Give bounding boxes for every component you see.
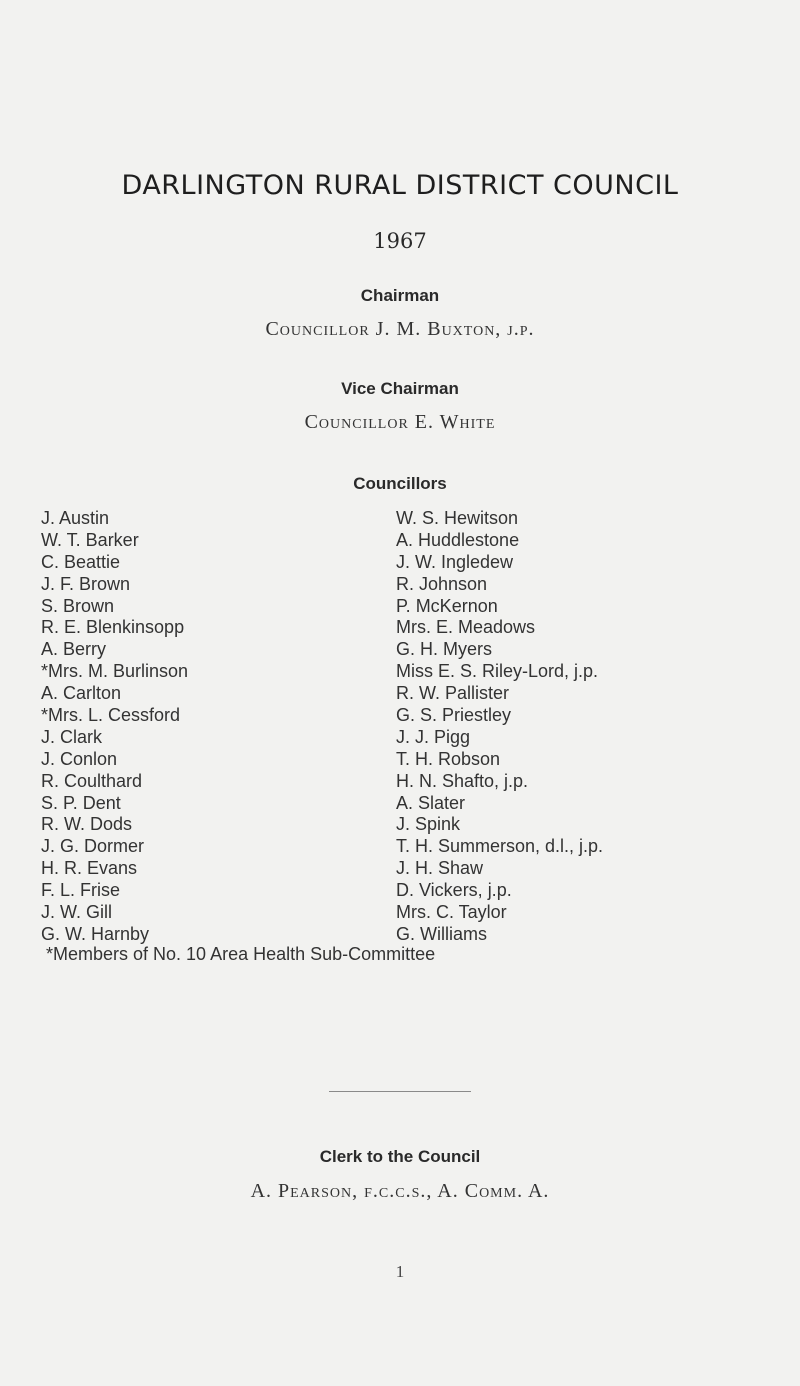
councillor-entry: C. Beattie <box>41 551 121 572</box>
page-number: 1 <box>395 1262 405 1281</box>
councillor-entry: Mrs. E. Meadows <box>396 617 536 638</box>
councillor-entry: D. Vickers, j.p. <box>396 880 512 901</box>
councillor-entry: Miss E. S. Riley-Lord, j.p. <box>396 661 599 682</box>
councillor-entry: J. Clark <box>41 726 103 747</box>
councillor-entry: S. P. Dent <box>41 792 121 813</box>
councillor-entry: J. Austin <box>41 508 110 528</box>
councillor-entry: G. W. Harnby <box>41 923 150 944</box>
councillor-entry: Mrs. C. Taylor <box>396 902 507 923</box>
councillor-entry: A. Slater <box>396 792 466 813</box>
chairman-name: Councillor J. M. Buxton, j.p. <box>265 318 535 340</box>
councillors-heading: Councillors <box>353 474 447 493</box>
council-title: DARLINGTON RURAL DISTRICT COUNCIL <box>121 170 679 201</box>
councillor-entry: R. Coulthard <box>41 770 143 791</box>
councillor-entry: F. L. Frise <box>41 880 121 901</box>
councillor-entry: J. G. Dormer <box>41 836 145 857</box>
councillor-entry: A. Berry <box>41 639 107 660</box>
councillor-entry: J. F. Brown <box>41 573 131 594</box>
councillor-entry: R. W. Dods <box>41 814 133 835</box>
councillors-left-column <box>41 508 188 946</box>
councillor-entry: T. H. Robson <box>396 748 501 769</box>
vice-chairman-name: Councillor E. White <box>304 411 496 433</box>
councillor-entry: G. H. Myers <box>396 639 493 660</box>
year: 1967 <box>373 229 427 253</box>
councillor-entry: G. Williams <box>396 923 487 944</box>
councillor-entry: J. J. Pigg <box>396 726 471 747</box>
councillor-entry: J. H. Shaw <box>396 858 484 879</box>
clerk-heading: Clerk to the Council <box>319 1147 481 1166</box>
councillor-entry: P. McKernon <box>396 595 498 616</box>
councillor-entry: R. W. Pallister <box>396 683 510 704</box>
councillor-entry: J. Spink <box>396 814 461 835</box>
clerk-name: A. Pearson, f.c.c.s., A. Comm. A. <box>250 1180 550 1202</box>
councillor-entry: *Mrs. M. Burlinson <box>41 661 189 682</box>
councillor-entry: A. Carlton <box>41 683 122 704</box>
councillor-entry: R. E. Blenkinsopp <box>41 617 185 638</box>
councillor-entry: H. R. Evans <box>41 858 138 879</box>
councillor-entry: T. H. Summerson, d.l., j.p. <box>396 836 604 857</box>
councillor-entry: H. N. Shafto, j.p. <box>396 770 529 791</box>
councillor-entry: R. Johnson <box>396 573 488 594</box>
councillor-entry: *Mrs. L. Cessford <box>41 705 181 726</box>
chairman-heading: Chairman <box>360 286 440 305</box>
councillors-right-column <box>396 508 603 946</box>
councillor-entry: W. S. Hewitson <box>396 508 519 528</box>
councillor-entry: J. W. Gill <box>41 902 112 923</box>
footnote: *Members of No. 10 Area Health Sub-Committee <box>46 944 436 964</box>
councillor-entry: A. Huddlestone <box>396 529 520 550</box>
councillor-entry: G. S. Priestley <box>396 705 512 726</box>
councillor-entry: J. W. Ingledew <box>396 551 514 572</box>
divider <box>329 1091 471 1092</box>
councillor-entry: W. T. Barker <box>41 529 139 550</box>
councillor-entry: S. Brown <box>41 595 115 616</box>
vice-chairman-heading: Vice Chairman <box>341 379 459 398</box>
councillor-entry: J. Conlon <box>41 748 118 769</box>
